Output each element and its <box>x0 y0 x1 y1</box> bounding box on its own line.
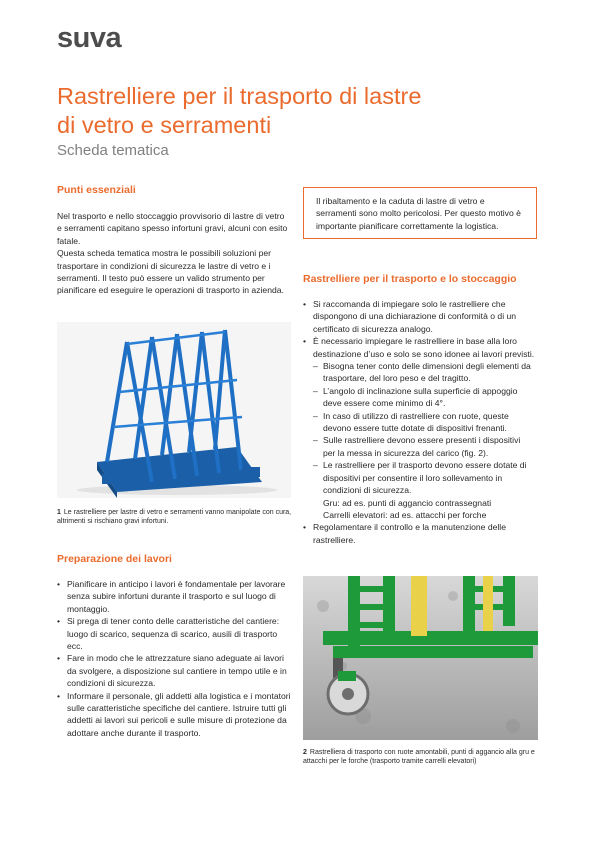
sub-list-item: – Le rastrelliere per il trasporto devono essere dotate di dispositivi per consentire il loro sollevamento in condizioni di sicurezza. <box>303 459 535 496</box>
page-subtitle: Scheda tematica <box>57 142 169 159</box>
figure-1-caption <box>57 508 297 526</box>
section-heading-preparazione: Preparazione dei lavori <box>57 553 172 565</box>
sub-list-item: – Bisogna tener conto delle dimensioni degli elementi da trasportare, del loro peso e del tragitto. <box>303 360 535 385</box>
sub-list-continuation: Carrelli elevatori: ad es. attacchi per forche <box>323 509 487 520</box>
list-item: • Pianificare in anticipo i lavori è fondamentale per lavorare senza subire infortuni durante il trasporto e sul luogo di montaggio. <box>57 578 292 615</box>
figure-1-glass-rack-photo <box>57 322 291 498</box>
figure-2-green-rack-photo <box>303 576 538 740</box>
list-item: • Si raccomanda di impiegare solo le rastrelliere che dispongono di una dichiarazione di conformità o di un certificato di sicurezza analogo. <box>303 298 535 335</box>
intro-paragraph-2: Questa scheda tematica mostra le possibili soluzioni per trasportare in condizioni di sicurezza le lastre di vetro e i serramenti. Il testo può essere un valido strumento per pianificare ed eseguire le operazioni di trasporto in azienda. <box>57 248 284 296</box>
intro-text <box>57 210 289 297</box>
sub-list-item: – Sulle rastrelliere devono essere presenti i dispositivi per la messa in sicurezza del carico (fig. 2). <box>303 434 535 459</box>
list-item: • Fare in modo che le attrezzature siano adeguate ai lavori da svolgere, a disposizione sul cantiere in tempo utile e in condizioni di sicurezza. <box>57 652 292 689</box>
list-item: • Si prega di tener conto delle caratteristiche del cantiere: luogo di scarico, sequenza di scarico, ausili di trasporto ecc. <box>57 615 292 652</box>
warning-callout-box <box>303 187 537 239</box>
figure-1-number: 1 <box>57 509 61 516</box>
list-item: • È necessario impiegare le rastrelliere in base alla loro destinazione d’uso e solo se sono idonee ai lavori previsti. <box>303 335 535 360</box>
intro-paragraph-1: Nel trasporto e nello stoccaggio provvisorio di lastre di vetro e serramenti capitano spesso infortuni gravi, alcuni con esito fatale. <box>57 211 288 246</box>
title-line-2: di vetro e serramenti <box>57 112 272 138</box>
preparazione-bullet-list <box>57 578 292 739</box>
rastrelliere-bullet-list <box>303 298 535 546</box>
sub-list-item: – In caso di utilizzo di rastrelliere con ruote, queste devono essere tutte dotate di dispositivi frenanti. <box>303 410 535 435</box>
figure-2-caption-text: Rastrelliera di trasporto con ruote amontabili, punti di aggancio alla gru e attacchi per le forche (trasporto tramite carrelli elevatori) <box>303 749 535 766</box>
figure-2-number: 2 <box>303 749 307 756</box>
sub-list-item: – L’angolo di inclinazione sulla superficie di appoggio deve essere come minimo di 4°. <box>303 385 535 410</box>
callout-text: Il ribaltamento e la caduta di lastre di vetro e serramenti sono molto pericolosi. Per questo motivo è importante pianificare correttamente la logistica. <box>316 196 521 231</box>
section-heading-rastrelliere: Rastrelliere per il trasporto e lo stoccaggio <box>303 273 517 285</box>
figure-1-caption-text: Le rastrelliere per lastre di vetro e serramenti vanno manipolate con cura, altrimenti si rischiano gravi infortuni. <box>57 509 292 526</box>
page-title <box>57 82 527 140</box>
green-rack-illustration <box>303 576 538 740</box>
list-item: • Informare il personale, gli addetti alla logistica e i montatori sulle caratteristiche specifiche del cantiere. Istruire tutti gli addetti ai lavori sui pericoli e sulle misure di protezione da adottare anche durante il trasporto. <box>57 690 292 740</box>
blue-rack-illustration <box>57 322 291 498</box>
figure-2-caption <box>303 748 538 766</box>
suva-logo: suva <box>57 22 122 54</box>
list-item: • Regolamentare il controllo e la manutenzione delle rastrelliere. <box>303 521 535 546</box>
sub-list-continuation: Gru: ad es. punti di aggancio contrassegnati <box>323 497 492 508</box>
section-heading-punti-essenziali: Punti essenziali <box>57 184 136 196</box>
title-line-1: Rastrelliere per il trasporto di lastre <box>57 83 422 109</box>
